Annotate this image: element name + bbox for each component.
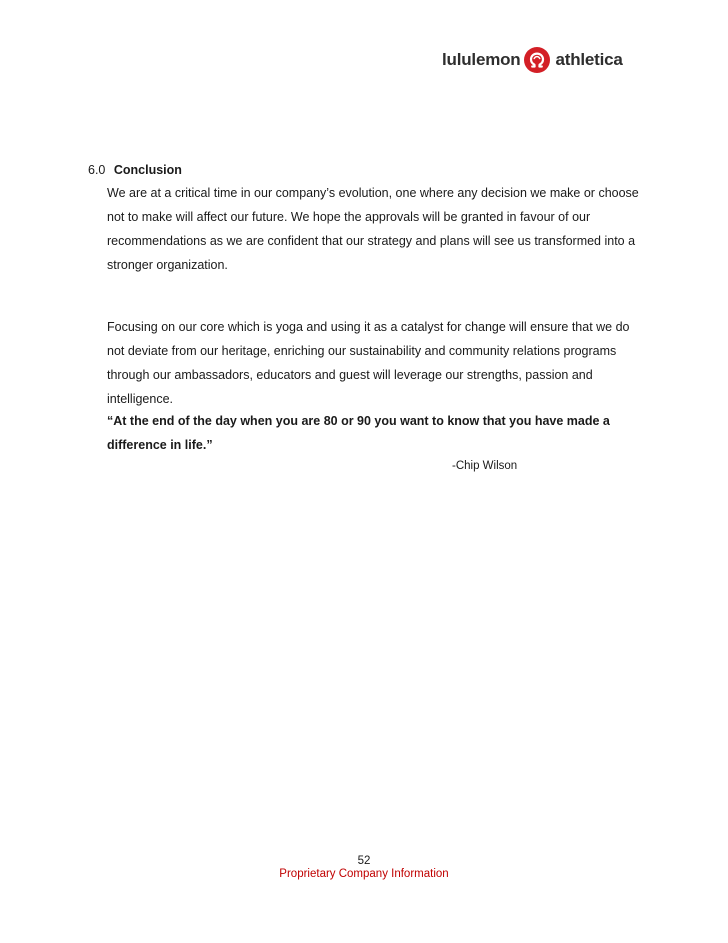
- logo-text-left: lululemon: [442, 50, 521, 69]
- logo-text-right: athletica: [555, 50, 623, 69]
- footer-confidentiality-note: Proprietary Company Information: [279, 868, 449, 880]
- paragraph-focus: Focusing on our core which is yoga and using it as a catalyst for change will ensure that we do not deviate from our heritage, enriching our sustainability and community relations programs through our ambassadors, educators and guest will leverage our strengths, passion and intelligence.: [107, 320, 630, 406]
- section-number: 6.0: [88, 163, 106, 177]
- section-heading: [88, 163, 182, 177]
- section-title: Conclusion: [113, 163, 182, 177]
- paragraph-intro: We are at a critical time in our company’s evolution, one where any decision we make or choose not to make will affect our future. We hope the approvals will be granted in favour of our recommendations as we are confident that our strategy and plans will see us transformed into a stronger organization.: [107, 186, 639, 272]
- lululemon-omega-logo-icon: [524, 47, 550, 73]
- page-number: 52: [357, 855, 371, 867]
- company-logo: [442, 46, 623, 74]
- closing-quote: “At the end of the day when you are 80 or 90 you want to know that you have made a difference in life.”: [107, 414, 610, 452]
- quote-attribution: -Chip Wilson: [452, 460, 518, 472]
